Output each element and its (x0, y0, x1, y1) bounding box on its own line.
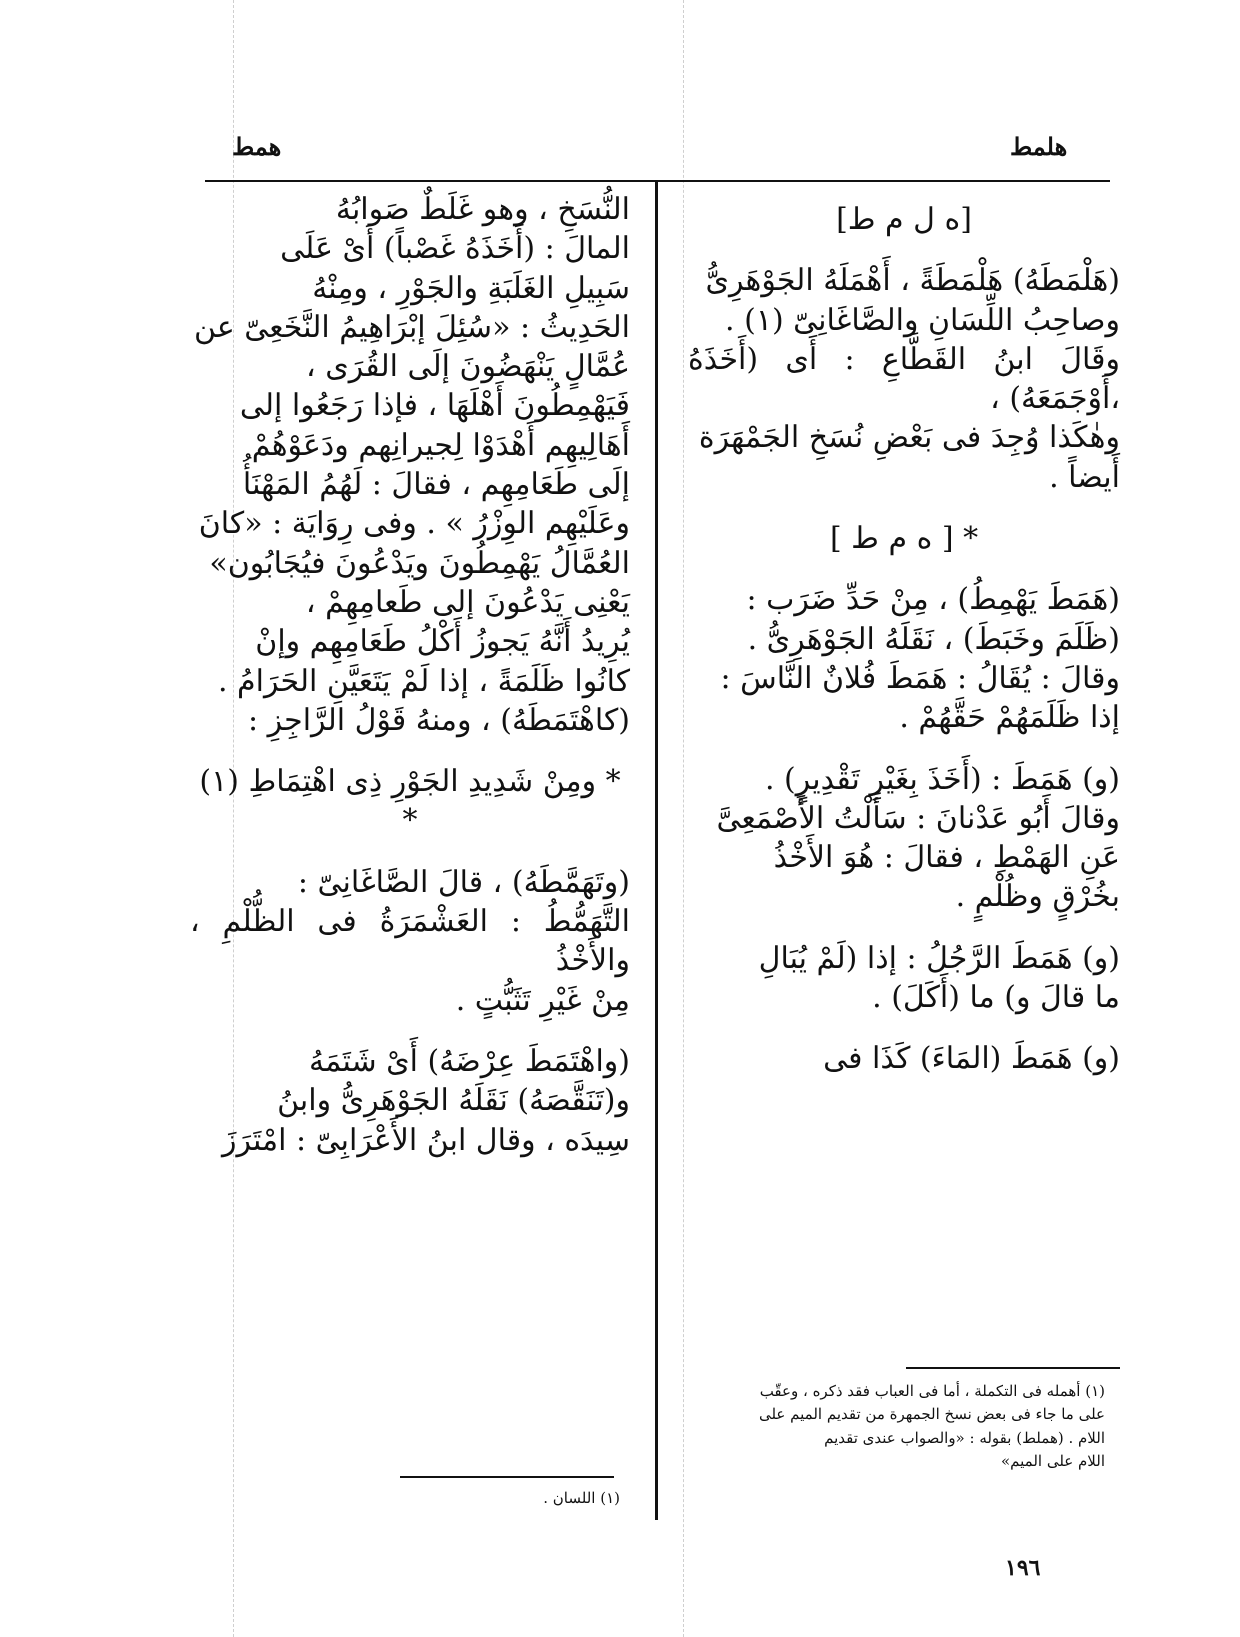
text-line: و(تَنَقَّصَهُ) نَقَلَهُ الجَوْهَرِىُّ وابنُ (277, 1083, 630, 1119)
entry-heading-hmt: * [ ه م ط ] (829, 521, 979, 557)
text-line: يُرِيدُ أَنَّهُ يَجوزُ أَكْلُ طَعَامِهِم وإنْ (255, 624, 630, 660)
footnote-line: على ما جاء فى بعض نسخ الجمهرة من تقديم الميم على (758, 1405, 1105, 1424)
text-line: (و) هَمَطَ : (أَخَذَ بِغَيْرِ تَقْدِيرٍ) . (764, 761, 1120, 797)
text-line: النُّسَخِ ، وهو غَلَطٌ صَوابُهُ (335, 192, 630, 227)
text-line: وقَالَ ابنُ القَطَّاعِ : أَى (أَخَذَهُ ،أَوْجَمَعَهُ) ، (688, 341, 1120, 417)
entry-hlmt-text (688, 261, 1120, 497)
verse-line: * ومِنْ شَدِيدِ الجَوْرِ ذِى اهْتِمَاطِ (١) * (199, 764, 621, 839)
text-line: الحَدِيثُ : «سُئِلَ إبْرَاهِيمُ النَّخَعِىّ عن (194, 309, 630, 345)
page-number: ١٩٦ (1005, 1555, 1041, 1581)
text-line: يَعْنِى يَدْعُونَ إلى طَعامِهِمْ ، (305, 584, 630, 620)
text-line: فَيَهْمِطُونَ أَهْلَهَا ، فإذا رَجَعُوا إلى (239, 388, 630, 424)
text-line: العُمَّالُ يَهْمِطُونَ ويَدْعُونَ فيُجَابُون» (209, 545, 630, 581)
header-left-word: همط (232, 132, 282, 161)
entry-hmt-text (688, 580, 1120, 737)
entry-heading-hlmt: [ه ل م ط] (836, 202, 972, 237)
left-column (190, 190, 630, 1160)
text-line: وقالَ : يُقَالُ : هَمَطَ فُلانٌ النَّاسَ : (720, 660, 1120, 696)
text-line: (وتَهَمَّطَهُ) ، قالَ الصَّاغَانِىّ : (297, 864, 630, 900)
column-divider (655, 180, 658, 1520)
text-line: أَهَالِيهِم أَهْدَوْا لِجيرانِهم ودَعَوْهُمْ (251, 427, 630, 463)
text-line: سِيدَه ، وقال ابنُ الأَعْرَابِىّ : امْتَرَزَ (221, 1122, 630, 1158)
footnote-right (685, 1380, 1105, 1473)
text-line: (واهْتَمَطَ عِرْضَهُ) أَىْ شَتَمَهُ (309, 1043, 630, 1079)
scan-guide-line (683, 0, 684, 1637)
footnote-line: اللام على الميم» (1000, 1451, 1105, 1470)
text-line: أَيضاً . (1049, 459, 1120, 495)
text-line: (هَلْمَطَهُ) هَلْمَطَةً ، أَهْمَلَهُ الجَوْهَرِىُّ (705, 263, 1120, 299)
left-para-1 (190, 190, 630, 740)
text-line: وهٰكَذا وُجِدَ فى بَعْضِ نُسَخِ الجَمْهَرَة (698, 420, 1120, 456)
text-line: وقالَ أَبُو عَدْنانَ : سَأَلْتُ الأَصْمَعِىَّ (716, 800, 1120, 836)
text-line: (و) هَمَطَ (المَاءَ) كَذَا فى (823, 1041, 1120, 1077)
text-line: (هَمَطَ يَهْمِطُ) ، مِنْ حَدِّ ضَرَب : (746, 582, 1120, 618)
right-column (688, 200, 1120, 1079)
left-para-3 (190, 1042, 630, 1160)
footnote-rule-right (906, 1367, 1120, 1369)
footnote-line: اللام . (هملط) بقوله : «والصواب عندى تقديم (824, 1428, 1105, 1447)
text-line: (كاهْتَمَطَهُ) ، ومنهُ قَوْلُ الرَّاجِزِ : (247, 702, 630, 738)
text-line: مِنْ غَيْرِ تَثَبُّتٍ . (455, 982, 630, 1018)
footnote-line: (١) أهمله فى التكملة ، أما فى العباب فقد ذكره ، وعقّب (759, 1382, 1105, 1400)
text-line: سَبِيلِ الغَلَبَةِ والجَوْرِ ، ومِنْهُ (312, 270, 630, 306)
text-line: عَنِ الهَمْطِ ، فقالَ : هُوَ الأَخْذُ (773, 840, 1120, 876)
text-line: (ظَلَمَ وخَبَطَ) ، نَقَلَهُ الجَوْهَرِىُّ . (747, 621, 1120, 657)
text-line: (و) هَمَطَ الرَّجُلُ : إذا (لَمْ يُبَالِ (758, 940, 1120, 976)
text-line: بخُرْقٍ وظُلْمٍ . (955, 879, 1120, 915)
left-para-2 (190, 863, 630, 1020)
entry-hmt-sense-3 (688, 939, 1120, 1018)
text-line: وصاحِبُ اللِّسَانِ والصَّاغَانِىّ (١) . (725, 302, 1120, 338)
text-line: إلَى طَعَامِهِم ، فقالَ : لَهُمُ المَهْنَأُ (242, 467, 630, 503)
text-line: المالَ : (أَخَذَهُ غَصْباً) أَىْ عَلَى (280, 231, 630, 267)
header-right-word: هلمط (1010, 132, 1068, 161)
text-line: عُمَّالٍ يَنْهَضُونَ إلَى القُرَى ، (306, 349, 630, 385)
footnote-rule-left (400, 1476, 614, 1478)
text-line: كانُوا ظَلَمَةً ، إذا لَمْ يَتَعَيَّنِ الحَرَامُ . (217, 663, 630, 699)
entry-hmt-sense-2 (688, 760, 1120, 917)
text-line: إذا ظَلَمَهُمْ حَقَّهُمْ . (899, 700, 1120, 736)
text-line: ما قالَ و) ما (أَكَلَ) . (872, 980, 1120, 1016)
text-line: التَّهَمُّطُ : العَشْمَرَةُ فى الظُّلْمِ ، والأَخْذُ (190, 904, 630, 979)
text-line: وعَلَيْهِم الوِزْرُ » . وفى رِوَايَة : «كانَ (198, 506, 630, 542)
footnote-left: (١) اللسان . (543, 1489, 620, 1507)
